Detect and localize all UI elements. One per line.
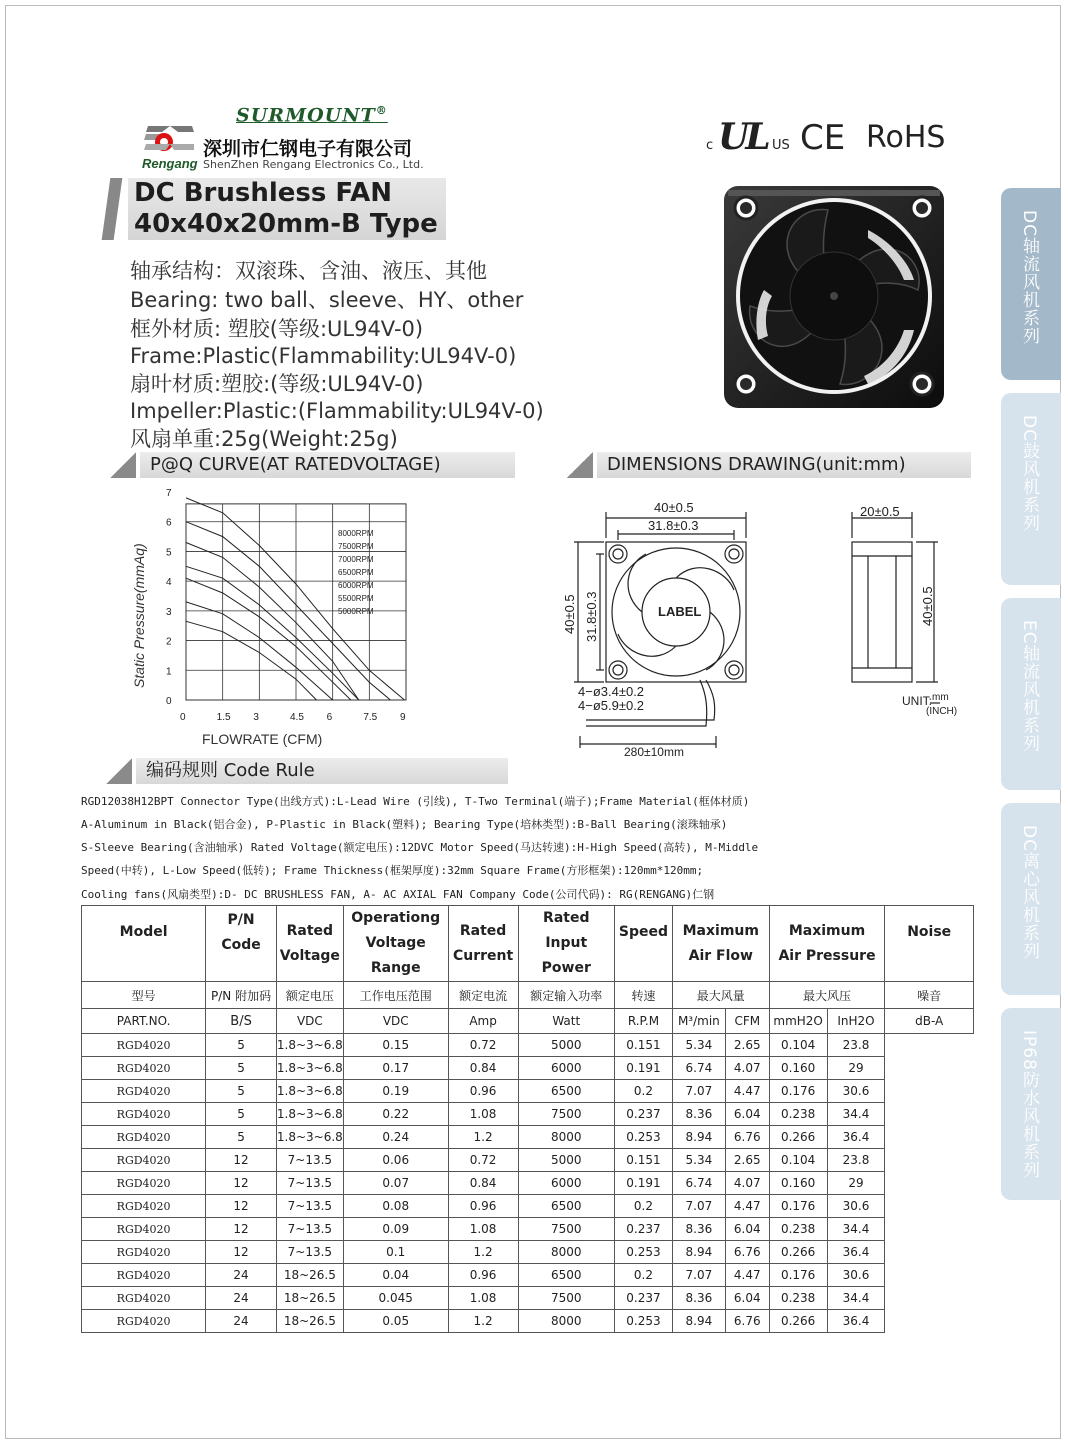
code-rule-line: Speed(中转), L-Low Speed(低转); Frame Thickness(框架厚度):32mm Square Frame(方形框架):120mm*120mm; (81, 864, 704, 877)
ul-us-mark: US (772, 138, 790, 153)
model-cell: RGD4020 (82, 1218, 206, 1241)
pq-y-tick: 2 (166, 636, 172, 648)
pq-curve-chart (120, 482, 420, 754)
pq-y-tick: 7 (166, 488, 172, 499)
dim-height-inner: 31.8±0.3 (584, 591, 599, 642)
table-cell: 5 (206, 1080, 277, 1103)
table-cell: 12 (206, 1218, 277, 1241)
title-line-1: DC Brushless FAN (134, 178, 393, 208)
spec-line: Bearing: two ball、sleeve、HY、other (130, 288, 524, 312)
section-dimensions: DIMENSIONS DRAWING(unit:mm) (567, 452, 971, 478)
code-rule-line: S-Sleeve Bearing(含油轴承) Rated Voltage(额定电压):12DVC Motor Speed(马达转速):H-High Speed(高转), M-Middle (81, 841, 759, 854)
model-cell: RGD4020 (82, 1149, 206, 1172)
fan-image (718, 180, 950, 412)
table-cell: 1.2 (448, 1310, 518, 1333)
table-row (82, 1034, 974, 1057)
table-cell: 24 (206, 1310, 277, 1333)
pq-x-tick: 3 (253, 712, 259, 723)
table-cell: 0.238 (769, 1218, 827, 1241)
table-cell: 6000 (518, 1057, 614, 1080)
table-cell: 12 (206, 1241, 277, 1264)
table-cell: 4.07 (725, 1057, 769, 1080)
model-cell: RGD4020 (82, 1172, 206, 1195)
table-cell: 7~13.5 (276, 1149, 343, 1172)
table-cell: 0.04 (343, 1264, 448, 1287)
pq-legend-entry: 5000RPM (338, 607, 374, 616)
table-cell: 0.176 (769, 1080, 827, 1103)
dim-width-inner: 31.8±0.3 (648, 518, 699, 533)
col-pn: P/N Code (206, 906, 277, 982)
code-rule-line: RGD12038H12BPT Connector Type(出线方式):L-Lead Wire (引线), T-Two Terminal(端子);Frame Material(框体材质) (81, 795, 750, 808)
table-cell: 34.4 (827, 1218, 885, 1241)
col-speed: Speed (615, 906, 673, 982)
side-tab-dc-blower[interactable]: DC鼓风机系列 (1001, 393, 1061, 585)
table-cell: 7~13.5 (276, 1218, 343, 1241)
pq-legend-entry: 5500RPM (338, 594, 374, 603)
col-model: Model (82, 906, 206, 982)
table-cell: 5000 (518, 1034, 614, 1057)
table-row (82, 1310, 974, 1333)
pq-y-tick: 0 (166, 696, 172, 707)
table-cell: 0.24 (343, 1126, 448, 1149)
table-cell: 7500 (518, 1218, 614, 1241)
table-cell: 0.160 (769, 1172, 827, 1195)
spec-line: 框外材质: 塑胶(等级:UL94V-0) (130, 317, 424, 341)
table-cell: 0.96 (448, 1080, 518, 1103)
pq-x-tick: 4.5 (290, 712, 304, 723)
side-tab-ip68[interactable]: IP68防水风机系列 (1001, 1008, 1061, 1200)
table-cell: 1.08 (448, 1287, 518, 1310)
table-cell: 5 (206, 1034, 277, 1057)
table-cell: 0.191 (615, 1172, 673, 1195)
pq-legend-entry: 8000RPM (338, 529, 374, 538)
table-cn-row: 型号 P/N 附加码 额定电压 工作电压范围 额定电流 额定输入功率 转速 最大风量 最大风压 噪音 (82, 982, 974, 1009)
table-cell: 6500 (518, 1264, 614, 1287)
dimension-drawing (556, 494, 996, 762)
table-row (82, 1218, 974, 1241)
pn-code-cell: B/S (206, 1009, 277, 1034)
table-cell: 7~13.5 (276, 1241, 343, 1264)
table-cell: 0.19 (343, 1080, 448, 1103)
side-tab-ec-axial[interactable]: EC轴流风机系列 (1001, 598, 1061, 790)
section-pq-curve: P@Q CURVE(AT RATEDVOLTAGE) (110, 452, 515, 478)
dim-height-outer: 40±0.5 (562, 594, 577, 634)
table-cell: 34.4 (827, 1103, 885, 1126)
table-cell: 0.96 (448, 1264, 518, 1287)
table-row (82, 1172, 974, 1195)
table-cell: 29 (827, 1172, 885, 1195)
unit-inch: (INCH) (926, 706, 958, 717)
table-cell: 0.96 (448, 1195, 518, 1218)
table-cell: 0.84 (448, 1172, 518, 1195)
company-name-cn: 深圳市仁钢电子有限公司 (203, 138, 413, 160)
table-cell: 0.08 (343, 1195, 448, 1218)
table-cell: 7500 (518, 1287, 614, 1310)
table-cell: 0.238 (769, 1287, 827, 1310)
company-logo (140, 122, 200, 174)
table-cell: 7~13.5 (276, 1195, 343, 1218)
table-cell: 4.07 (725, 1172, 769, 1195)
table-cell: 6000 (518, 1172, 614, 1195)
pq-x-tick: 1.5 (216, 712, 231, 723)
unit-label: UNIT: (902, 694, 932, 708)
table-cell: 5.34 (672, 1034, 725, 1057)
dim-depth: 20±0.5 (860, 504, 900, 519)
table-cell: 23.8 (827, 1034, 885, 1057)
table-cell: 0.2 (615, 1080, 673, 1103)
table-cell: 0.2 (615, 1195, 673, 1218)
dim-side-height: 40±0.5 (920, 586, 935, 626)
table-cell: 6.04 (725, 1218, 769, 1241)
table-cell: 6.76 (725, 1241, 769, 1264)
side-tab-dc-centrifugal[interactable]: DC离心风机系列 (1001, 803, 1061, 995)
table-cell: 0.253 (615, 1241, 673, 1264)
table-cell: 0.266 (769, 1310, 827, 1333)
table-cell: 7.07 (672, 1195, 725, 1218)
table-cell: 7.07 (672, 1264, 725, 1287)
table-cell: 8.36 (672, 1218, 725, 1241)
col-air-pressure: Maximum Air Pressure (769, 906, 885, 982)
table-cell: 8.36 (672, 1287, 725, 1310)
table-cell: 0.176 (769, 1264, 827, 1287)
table-cell: 0.05 (343, 1310, 448, 1333)
code-rule-line: A-Aluminum in Black(铝合金), P-Plastic in Black(塑料); Bearing Type(培林类型):B-Ball Bearing(滚珠轴承) (81, 818, 728, 831)
code-rule-line: Cooling fans(风扇类型):D- DC BRUSHLESS FAN, A- AC AXIAL FAN Company Code(公司代码): RG(RENGANG)仁钢 (81, 888, 715, 901)
col-rated-power: Rated Input Power (518, 906, 614, 982)
table-cell: 0.045 (343, 1287, 448, 1310)
table-cell: 0.06 (343, 1149, 448, 1172)
table-cell: 4.47 (725, 1080, 769, 1103)
table-cell: 0.266 (769, 1126, 827, 1149)
model-cell: RGD4020 (82, 1126, 206, 1149)
table-row (82, 1080, 974, 1103)
table-cell: 0.84 (448, 1057, 518, 1080)
table-cell: 6500 (518, 1080, 614, 1103)
model-cell: RGD4020 (82, 1241, 206, 1264)
spec-line: 风扇单重:25g(Weight:25g) (130, 427, 398, 451)
table-row (82, 1287, 974, 1310)
pq-y-axis-label: Static Pressure(mmAq) (131, 543, 147, 688)
pq-legend-entry: 7500RPM (338, 542, 374, 551)
model-cell: RGD4020 (82, 1287, 206, 1310)
table-cell: 1.2 (448, 1241, 518, 1264)
col-rated-voltage: Rated Voltage (276, 906, 343, 982)
table-cell: 5.34 (672, 1149, 725, 1172)
table-cell: 7.07 (672, 1080, 725, 1103)
fan-label: LABEL (658, 604, 702, 619)
spec-line: 轴承结构：双滚珠、含油、液压、其他 (130, 259, 487, 283)
spec-table (81, 905, 974, 1333)
table-cell: 8.94 (672, 1241, 725, 1264)
table-cell: 18~26.5 (276, 1310, 343, 1333)
table-cell: 0.104 (769, 1149, 827, 1172)
spec-line: Impeller:Plastic:(Flammability:UL94V-0) (130, 399, 544, 423)
table-cell: 1.8~3~6.8 (276, 1080, 343, 1103)
table-header-row (82, 906, 974, 982)
table-cell: 0.2 (615, 1264, 673, 1287)
col-air-flow: Maximum Air Flow (672, 906, 769, 982)
section-code-rule: 编码规则 Code Rule (106, 758, 508, 784)
table-cell: 1.08 (448, 1218, 518, 1241)
table-cell: 1.8~3~6.8 (276, 1103, 343, 1126)
table-cell: 12 (206, 1149, 277, 1172)
pq-series-line (186, 621, 317, 700)
pq-y-tick: 5 (166, 547, 172, 559)
pq-x-tick: 9 (400, 712, 406, 723)
brand-name: SURMOUNT® (236, 104, 388, 127)
model-cell: RGD4020 (82, 1057, 206, 1080)
pq-y-tick: 3 (166, 606, 172, 618)
table-cell: 0.238 (769, 1103, 827, 1126)
table-cell: 1.8~3~6.8 (276, 1057, 343, 1080)
table-cell: 0.176 (769, 1195, 827, 1218)
table-cell: 1.8~3~6.8 (276, 1034, 343, 1057)
table-cell: 36.4 (827, 1241, 885, 1264)
table-cell: 23.8 (827, 1149, 885, 1172)
table-cell: 36.4 (827, 1310, 885, 1333)
table-cell: 2.65 (725, 1149, 769, 1172)
col-noise: Noise (885, 906, 974, 982)
table-cell: 7500 (518, 1103, 614, 1126)
col-operating-range: Operationg Voltage Range (343, 906, 448, 982)
pq-y-tick: 4 (166, 577, 172, 589)
pq-x-tick: 6 (326, 712, 333, 723)
table-cell: 18~26.5 (276, 1264, 343, 1287)
table-cell: 24 (206, 1264, 277, 1287)
model-cell: RGD4020 (82, 1264, 206, 1287)
ul-logo: UL (718, 116, 767, 158)
table-cell: 0.104 (769, 1034, 827, 1057)
table-unit-row: PART.NO. B/S VDC VDC Amp Watt R.P.M M³/min CFM mmH2O InH2O dB-A (82, 1009, 974, 1034)
table-cell: 6.74 (672, 1057, 725, 1080)
dim-hole-2: 4−ø5.9±0.2 (578, 698, 645, 713)
company-name-en: ShenZhen Rengang Electronics Co., Ltd. (203, 158, 424, 171)
table-cell: 5000 (518, 1149, 614, 1172)
model-cell: RGD4020 (82, 1080, 206, 1103)
table-row (82, 1149, 974, 1172)
table-cell: 4.47 (725, 1195, 769, 1218)
table-cell: 0.72 (448, 1149, 518, 1172)
pq-legend-entry: 6500RPM (338, 568, 374, 577)
table-cell: 8000 (518, 1310, 614, 1333)
table-cell: 8.36 (672, 1103, 725, 1126)
table-cell: 5 (206, 1126, 277, 1149)
table-cell: 4.47 (725, 1264, 769, 1287)
table-cell: 5 (206, 1103, 277, 1126)
table-cell: 2.65 (725, 1034, 769, 1057)
svg-text:Rengang: Rengang (142, 156, 198, 171)
table-cell: 0.09 (343, 1218, 448, 1241)
table-cell: 6.76 (725, 1126, 769, 1149)
title-line-2: 40x40x20mm-B Type (134, 209, 438, 239)
table-cell: 7~13.5 (276, 1172, 343, 1195)
model-cell: RGD4020 (82, 1310, 206, 1333)
pq-x-tick: 7.5 (363, 712, 378, 723)
table-row (82, 1241, 974, 1264)
dim-wire-length: 280±10mm (624, 745, 684, 759)
table-cell: 0.151 (615, 1149, 673, 1172)
product-title (106, 178, 446, 240)
table-cell: 1.8~3~6.8 (276, 1126, 343, 1149)
table-cell: 0.160 (769, 1057, 827, 1080)
table-cell: 6.76 (725, 1310, 769, 1333)
rohs-mark: RoHS (866, 120, 946, 155)
table-row (82, 1126, 974, 1149)
table-cell: 0.237 (615, 1218, 673, 1241)
table-cell: 1.08 (448, 1103, 518, 1126)
table-cell: 8.94 (672, 1126, 725, 1149)
table-cell: 0.237 (615, 1103, 673, 1126)
table-cell: 1.2 (448, 1126, 518, 1149)
ul-c-mark: c (706, 138, 714, 153)
table-cell: 0.22 (343, 1103, 448, 1126)
pq-legend-entry: 6000RPM (338, 581, 374, 590)
table-cell: 18~26.5 (276, 1287, 343, 1310)
table-cell: 0.151 (615, 1034, 673, 1057)
table-cell: 8.94 (672, 1310, 725, 1333)
table-cell: 6.74 (672, 1172, 725, 1195)
table-row (82, 1057, 974, 1080)
table-cell: 30.6 (827, 1195, 885, 1218)
table-cell: 8000 (518, 1241, 614, 1264)
col-rated-current: Rated Current (448, 906, 518, 982)
dim-width-outer: 40±0.5 (654, 500, 694, 515)
pq-legend-entry: 7000RPM (338, 555, 374, 564)
table-row (82, 1195, 974, 1218)
table-row (82, 1264, 974, 1287)
model-cell: RGD4020 (82, 1103, 206, 1126)
model-cell: RGD4020 (82, 1195, 206, 1218)
table-cell: 0.266 (769, 1241, 827, 1264)
table-cell: 30.6 (827, 1264, 885, 1287)
table-cell: 36.4 (827, 1126, 885, 1149)
pq-x-axis-label: FLOWRATE (CFM) (202, 731, 323, 747)
table-cell: 0.15 (343, 1034, 448, 1057)
table-cell: 0.1 (343, 1241, 448, 1264)
table-cell: 0.253 (615, 1310, 673, 1333)
pq-x-tick: 0 (180, 712, 186, 723)
pq-y-tick: 1 (166, 666, 172, 678)
table-cell: 0.72 (448, 1034, 518, 1057)
table-row (82, 1103, 974, 1126)
table-cell: 0.191 (615, 1057, 673, 1080)
ce-mark: CE (800, 118, 846, 158)
spec-line: Frame:Plastic(Flammability:UL94V-0) (130, 344, 517, 368)
pq-y-tick: 6 (166, 517, 172, 529)
table-cell: 0.07 (343, 1172, 448, 1195)
table-cell: 0.253 (615, 1126, 673, 1149)
side-tab-dc-axial[interactable]: DC轴流风机系列 (1001, 188, 1061, 380)
dim-hole-1: 4−ø3.4±0.2 (578, 684, 645, 699)
table-cell: 24 (206, 1287, 277, 1310)
certifications (706, 118, 956, 162)
table-cell: 30.6 (827, 1080, 885, 1103)
table-cell: 6.04 (725, 1287, 769, 1310)
table-cell: 29 (827, 1057, 885, 1080)
table-cell: 6.04 (725, 1103, 769, 1126)
table-cell: 8000 (518, 1126, 614, 1149)
table-cell: 0.237 (615, 1287, 673, 1310)
unit-mm: mm (932, 692, 949, 703)
table-cell: 12 (206, 1172, 277, 1195)
table-cell: 12 (206, 1195, 277, 1218)
table-cell: 5 (206, 1057, 277, 1080)
table-cell: 34.4 (827, 1287, 885, 1310)
model-cell: RGD4020 (82, 1034, 206, 1057)
table-cell: 6500 (518, 1195, 614, 1218)
table-cell: 0.17 (343, 1057, 448, 1080)
spec-line: 扇叶材质:塑胶:(等级:UL94V-0) (130, 372, 424, 396)
